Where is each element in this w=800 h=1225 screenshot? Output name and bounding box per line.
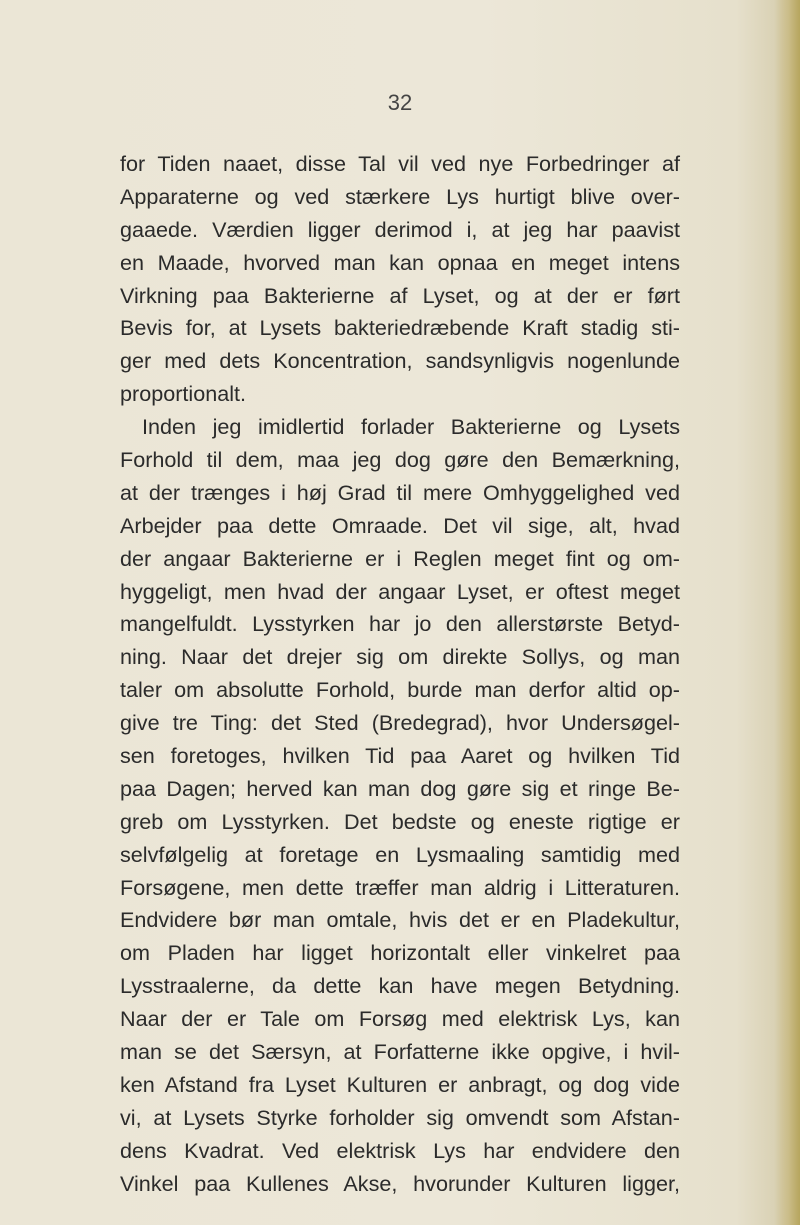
- text-line: en Maade, hvorved man kan opnaa en meget intens: [120, 249, 680, 275]
- text-line: hyggeligt, men hvad der angaar Lyset, er oftest meget: [120, 578, 680, 604]
- text-line: Forhold til dem, maa jeg dog gøre den Bemærkning,: [120, 447, 680, 473]
- text-line: at der trænges i høj Grad til mere Omhyggelighed ved: [120, 479, 680, 505]
- text-line: ning. Naar det drejer sig om direkte Sollys, og man: [120, 644, 680, 670]
- text-line: man se det Særsyn, at Forfatterne ikke opgive, i hvil-: [120, 1039, 680, 1065]
- text-line: Naar der er Tale om Forsøg med elektrisk Lys, kan: [120, 1006, 680, 1032]
- text-line: taler om absolutte Forhold, burde man derfor altid op-: [120, 677, 680, 703]
- text-line: Forsøgene, men dette træffer man aldrig i Litteraturen.: [120, 874, 680, 900]
- text-line: Lysstraalerne, da dette kan have megen Betydning.: [120, 973, 680, 999]
- text-line: Vinkel paa Kullenes Akse, hvorunder Kulturen ligger,: [120, 1170, 680, 1196]
- page-number: 32: [387, 90, 413, 115]
- page-edge-discoloration: [774, 0, 800, 1225]
- text-line: Apparaterne og ved stærkere Lys hurtigt blive over-: [120, 183, 680, 209]
- text-line: Virkning paa Bakterierne af Lyset, og at der er ført: [120, 282, 680, 308]
- text-line: give tre Ting: det Sted (Bredegrad), hvor Undersøgel-: [120, 710, 680, 736]
- text-line: ken Afstand fra Lyset Kulturen er anbragt, og dog vide: [120, 1071, 680, 1097]
- text-line: proportionalt.: [120, 381, 247, 407]
- text-line: for Tiden naaet, disse Tal vil ved nye Forbedringer af: [120, 151, 680, 176]
- text-line: paa Dagen; herved kan man dog gøre sig et ringe Be-: [120, 775, 680, 801]
- text-line: om Pladen har ligget horizontalt eller vinkelret paa: [120, 940, 680, 966]
- body-text: [120, 148, 680, 1201]
- text-line: greb om Lysstyrken. Det bedste og eneste rigtige er: [120, 808, 680, 834]
- text-line: vi, at Lysets Styrke forholder sig omvendt som Afstan-: [120, 1104, 680, 1130]
- text-line: Bevis for, at Lysets bakteriedræbende Kraft stadig sti-: [120, 315, 680, 341]
- text-line: Arbejder paa dette Omraade. Det vil sige, alt, hvad: [120, 512, 680, 538]
- text-line: Endvidere bør man omtale, hvis det er en Pladekultur,: [120, 907, 680, 933]
- text-line: ger med dets Koncentration, sandsynligvis nogenlunde: [120, 348, 680, 374]
- text-line: sen foretoges, hvilken Tid paa Aaret og hvilken Tid: [120, 743, 680, 769]
- text-line: dens Kvadrat. Ved elektrisk Lys har endvidere den: [120, 1137, 680, 1163]
- text-line: der angaar Bakterierne er i Reglen meget fint og om-: [120, 545, 680, 571]
- text-line: Inden jeg imidlertid forlader Bakterierne og Lysets: [142, 414, 680, 440]
- text-line: selvfølgelig at foretage en Lysmaaling samtidig med: [120, 841, 680, 867]
- text-line: mangelfuldt. Lysstyrken har jo den allerstørste Betyd-: [120, 611, 680, 637]
- text-line: gaaede. Værdien ligger derimod i, at jeg har paavist: [120, 216, 680, 242]
